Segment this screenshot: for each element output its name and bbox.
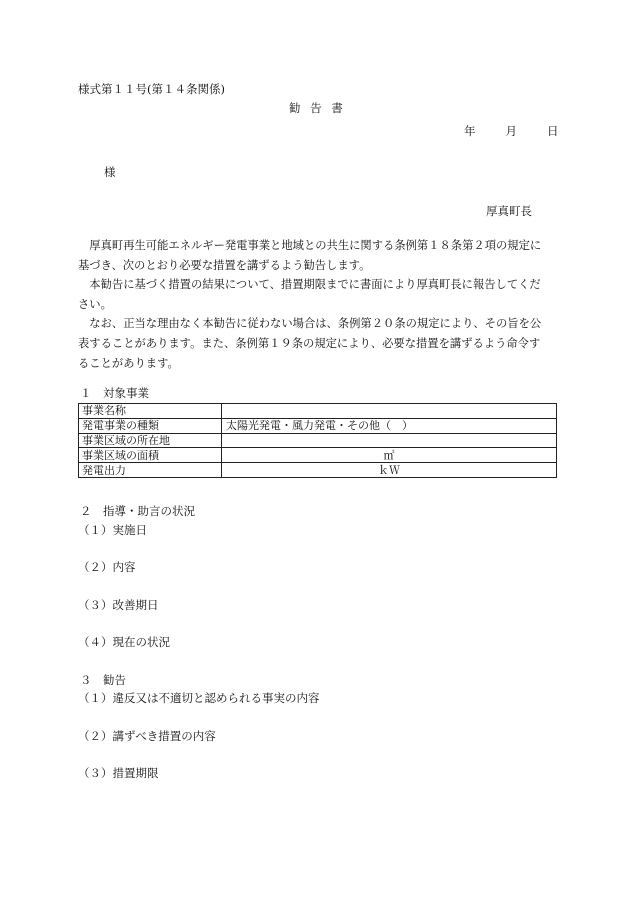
body-paragraph-2: 本勧告に基づく措置の結果について、措置期限までに書面により厚真町長に報告してください。 (78, 278, 541, 311)
table-label-cell: 事業区域の面積 (79, 448, 222, 463)
date-day-label: 日 (547, 124, 559, 138)
table-value-cell: ｋＷ (222, 463, 557, 478)
form-number: 様式第１１号(第１４条関係) (78, 82, 225, 96)
date-year-label: 年 (464, 124, 476, 138)
list-item: （２）講ずべき措置の内容 (78, 729, 216, 743)
sender-name: 厚真町長 (486, 204, 532, 218)
list-item: （４）現在の状況 (78, 635, 170, 649)
project-table (78, 403, 557, 478)
table-row (79, 404, 557, 419)
table-row (79, 463, 557, 478)
section-heading-guidance-status: ２ 指導・助言の状況 (80, 504, 195, 518)
list-item: （３）改善期日 (78, 598, 159, 612)
section-heading-recommendation: ３ 勧告 (80, 673, 126, 687)
body-text (78, 236, 550, 373)
table-value-cell (222, 433, 557, 448)
date-month-label: 月 (505, 124, 517, 138)
body-paragraph-3: なお、正当な理由なく本勧告に従わない場合は、条例第２０条の規定により、その旨を公表することがあります。また、条例第１９条の規定により、必要な措置を講ずるよう命令することがあります。 (78, 317, 542, 370)
list-item: （１）違反又は不適切と認められる事実の内容 (78, 691, 320, 705)
table-row (79, 433, 557, 448)
table-value-cell: 太陽光発電・風力発電・その他（ ） (222, 418, 557, 433)
table-label-cell: 事業名称 (79, 404, 222, 419)
list-item: （２）内容 (78, 560, 136, 574)
table-label-cell: 発電事業の種類 (79, 418, 222, 433)
table-value-cell: ㎡ (222, 448, 557, 463)
date-line (464, 126, 559, 138)
section-heading-target-project: １ 対象事業 (80, 386, 149, 400)
table-label-cell: 事業区域の所在地 (79, 433, 222, 448)
table-row (79, 418, 557, 433)
document-title: 勧 告 書 (289, 101, 346, 115)
body-paragraph-1: 厚真町再生可能エネルギー発電事業と地域との共生に関する条例第１８条第２項の規定に基づき、次のとおり必要な措置を講ずるよう勧告します。 (78, 239, 542, 272)
list-item: （３）措置期限 (78, 766, 159, 780)
addressee-suffix: 様 (104, 165, 116, 179)
table-value-cell (222, 404, 557, 419)
list-item: （１）実施日 (78, 523, 147, 537)
table-row (79, 448, 557, 463)
table-label-cell: 発電出力 (79, 463, 222, 478)
